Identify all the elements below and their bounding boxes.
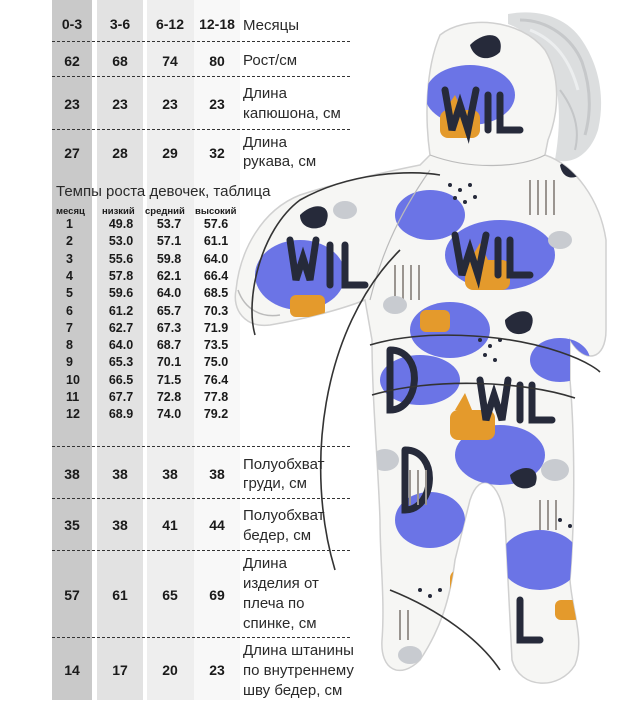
growth-cell-mid: 67.3 [156,320,182,335]
months-value-2: 3-6 [109,16,131,32]
inseam-value-2: 17 [112,662,128,678]
inseam-label-line-2: по внутреннему [243,662,354,679]
growth-table-title: Темпы роста девочек, таблица [56,183,271,200]
hips-label-line-1: Полуобхват [243,507,325,524]
growth-cell-mid: 57.1 [156,234,182,249]
growth-cell-low: 64.0 [108,338,134,353]
growth-cell-mid: 71.5 [156,372,182,387]
growth-cell-low: 59.6 [108,286,134,301]
months-label: Месяцы [243,17,300,34]
growth-header-month: месяц [56,206,85,217]
growth-cell-high: 68.5 [203,286,229,301]
sleeve-value-2: 28 [112,145,128,161]
growth-cell-mid: 59.8 [156,251,182,266]
growth-cell-high: 71.9 [203,320,229,335]
hood-value-1: 23 [64,96,80,112]
length-value-4: 69 [209,587,225,603]
growth-cell-high: 64.0 [203,251,229,266]
row-separator [52,41,350,42]
growth-cell-low: 67.7 [108,390,134,404]
chest-value-4: 38 [209,466,225,482]
growth-cell-month: 2 [66,234,73,249]
hips-value-2: 38 [112,517,128,533]
length-value-3: 65 [162,587,178,603]
growth-cell-mid: 62.1 [156,268,182,283]
length-label-line-1: Длина [243,555,287,572]
inseam-label-line-3: шву бедер, см [243,682,343,699]
row-separator [52,129,350,130]
hips-value-1: 35 [64,517,80,533]
sleeve-value-4: 32 [209,145,225,161]
hips-value-4: 44 [209,517,225,533]
hood-label-line-2: капюшона, см [243,105,341,122]
hood-value-2: 23 [112,96,128,112]
growth-cell-month: 11 [66,390,80,404]
sleeve-label-line-1: Длина [243,134,287,151]
growth-cell-mid: 74.0 [156,407,182,422]
growth-cell-high: 70.3 [203,303,229,318]
height-value-1: 62 [64,53,80,69]
row-separator [52,446,350,447]
growth-cell-high: 77.8 [203,390,229,404]
growth-cell-low: 57.8 [108,268,134,283]
growth-cell-mid: 72.8 [156,390,182,404]
growth-cell-month: 6 [66,303,73,318]
growth-cell-month: 8 [66,338,73,353]
growth-cell-low: 66.5 [108,372,134,387]
length-value-2: 61 [112,587,128,603]
growth-cell-high: 66.4 [203,268,229,283]
length-label-line-4: спинке, см [243,615,317,632]
inseam-value-1: 14 [64,662,80,678]
row-separator [52,637,350,638]
growth-cell-month: 9 [66,355,73,370]
length-value-1: 57 [64,587,80,603]
growth-cell-high: 79.2 [203,407,229,422]
growth-cell-mid: 53.7 [156,217,182,231]
chest-value-2: 38 [112,466,128,482]
height-value-4: 80 [209,53,225,69]
growth-header-low: низкий [102,206,135,217]
growth-cell-month: 7 [66,320,73,335]
hips-label-line-2: бедер, см [243,527,312,544]
chest-value-3: 38 [162,466,178,482]
length-label-line-3: плеча по [243,595,305,612]
chest-label-line-2: груди, см [243,475,307,492]
growth-header-mid: средний [145,206,185,217]
sleeve-value-1: 27 [64,145,80,161]
row-separator [52,550,350,551]
growth-cell-mid: 68.7 [156,338,182,353]
hood-label-line-1: Длина [243,85,287,102]
row-separator [52,76,350,77]
months-value-4: 12-18 [199,16,235,32]
hood-value-4: 23 [209,96,225,112]
months-value-1: 0-3 [61,16,83,32]
hips-value-3: 41 [162,517,178,533]
sleeve-value-3: 29 [162,145,178,161]
inseam-value-3: 20 [162,662,178,678]
growth-cell-month: 5 [66,286,73,301]
chest-value-1: 38 [64,466,80,482]
growth-cell-high: 76.4 [203,372,229,387]
months-value-3: 6-12 [155,16,185,32]
growth-cell-low: 68.9 [108,407,134,422]
growth-cell-month: 4 [66,268,73,283]
inseam-label-line-1: Длина штанины [243,642,354,659]
row-separator [52,498,350,499]
growth-cell-high: 57.6 [203,217,229,231]
growth-cell-low: 65.3 [108,355,134,370]
growth-cell-mid: 65.7 [156,303,182,318]
growth-cell-high: 75.0 [203,355,229,370]
growth-cell-low: 55.6 [108,251,134,266]
growth-cell-mid: 70.1 [156,355,182,370]
growth-header-high: высокий [195,206,237,217]
growth-cell-mid: 64.0 [156,286,182,301]
height-label: Рост/см [243,52,298,69]
height-value-3: 74 [162,53,178,69]
growth-cell-high: 61.1 [203,234,229,249]
inseam-value-4: 23 [209,662,225,678]
growth-cell-high: 73.5 [203,338,229,353]
growth-cell-low: 62.7 [108,320,134,335]
growth-cell-low: 49.8 [108,217,134,231]
growth-cell-month: 3 [66,251,73,266]
growth-cell-month: 1 [66,217,73,231]
chest-label-line-1: Полуобхват [243,456,325,473]
hood-value-3: 23 [162,96,178,112]
height-value-2: 68 [112,53,128,69]
growth-cell-low: 61.2 [108,303,134,318]
growth-cell-low: 53.0 [108,234,134,249]
sleeve-label-line-2: рукава, см [243,153,317,170]
growth-cell-month: 10 [66,372,80,387]
length-label-line-2: изделия от [243,575,319,592]
growth-cell-month: 12 [66,407,80,422]
